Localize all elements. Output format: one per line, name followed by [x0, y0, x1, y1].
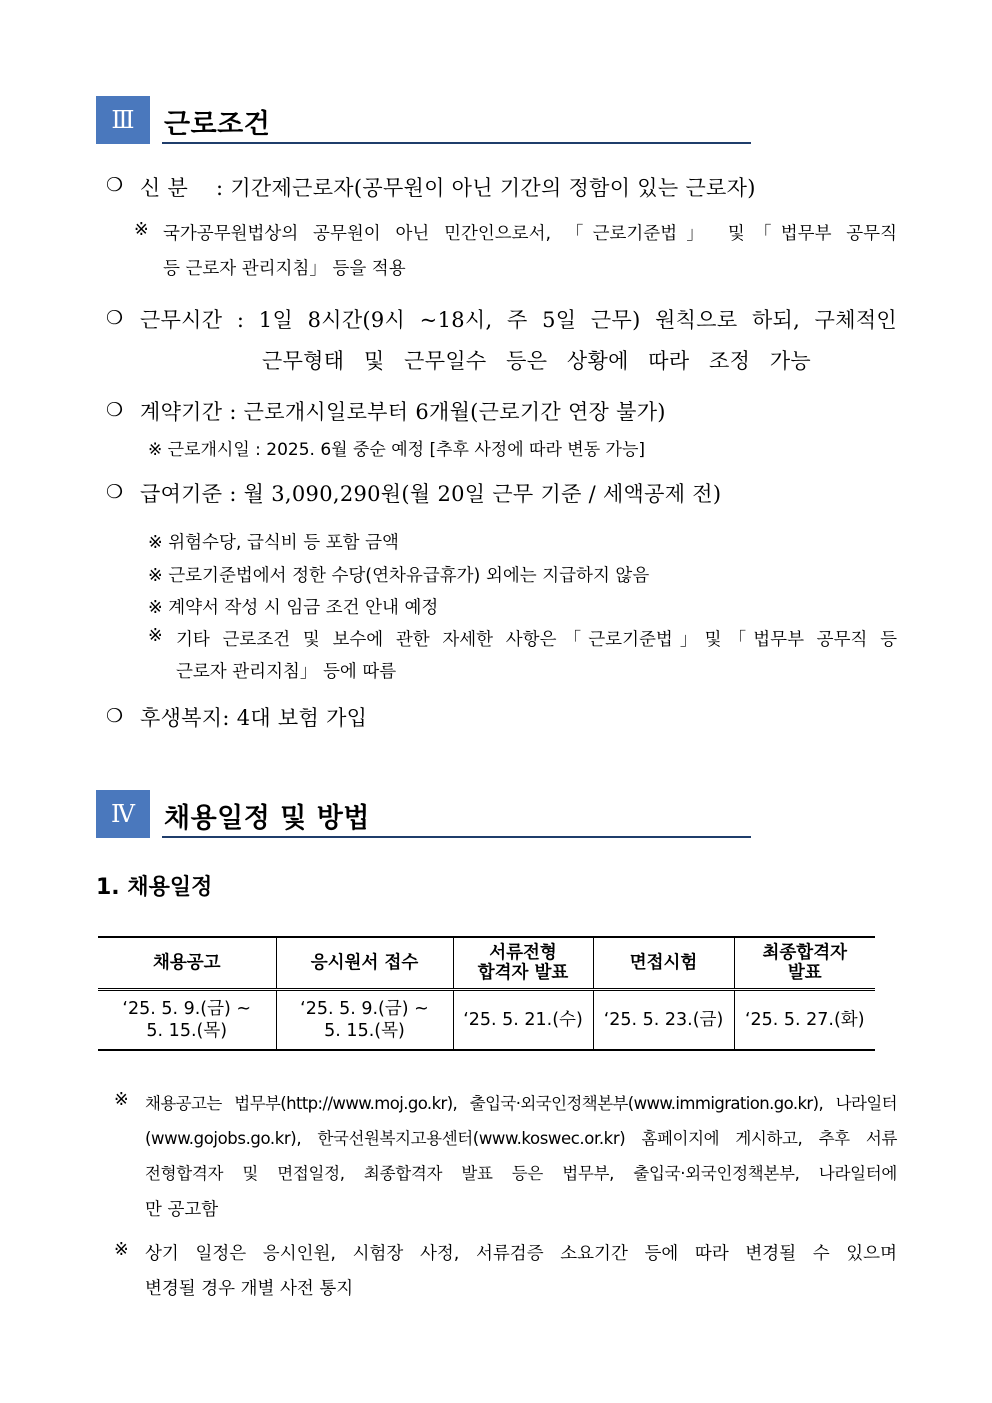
status-note-mark: ※: [134, 220, 149, 240]
cell-interview-date: ‘25. 5. 23.(금): [593, 990, 734, 1051]
status-label: 신 분: [140, 176, 189, 200]
welfare-text: 후생복지: 4대 보험 가입: [140, 706, 368, 730]
header-final-result: 최종합격자 발표: [734, 937, 875, 990]
salary-note-3: ※ 계약서 작성 시 임금 조건 안내 예정: [148, 598, 439, 618]
notice-1-line2: (www.gojobs.go.kr), 한국선원복지고용센터(www.koswec.or.kr) 홈페이지에 게시하고, 추후 서류: [145, 1129, 897, 1148]
hours-line2: 근무형태 및 근무일수 등은 상황에 따라 조정 가능: [262, 349, 811, 373]
header-document-result: 서류전형 합격자 발표: [453, 937, 593, 990]
cell-final-result-date: ‘25. 5. 27.(화): [734, 990, 875, 1051]
notice-2-line1: 상기 일정은 응시인원, 시험장 사정, 서류검증 소요기간 등에 따라 변경될 수 있으며: [145, 1244, 897, 1264]
notice-2-mark: ※: [114, 1240, 129, 1260]
schedule-header-row: [98, 937, 875, 990]
hours-line1: 근무시간 : 1일 8시간(9시 ~18시, 주 5일 근무) 원칙으로 하되, 구체적인: [140, 308, 897, 332]
schedule-table: [98, 936, 875, 1051]
cell-document-result-date: ‘25. 5. 21.(수): [453, 990, 593, 1051]
salary-note-4-line2: 근로자 관리지침」 등에 따름: [176, 662, 397, 682]
header-announcement: 채용공고: [98, 937, 276, 990]
contract-note: ※ 근로개시일 : 2025. 6월 중순 예정 [추후 사정에 따라 변동 가능]: [148, 440, 646, 460]
salary-text: 급여기준 : 월 3,090,290원(월 20일 근무 기준 / 세액공제 전): [140, 482, 722, 506]
salary-note-4-mark: ※: [148, 626, 163, 646]
section-4-title: 채용일정 및 방법: [164, 803, 370, 834]
salary-note-1: ※ 위험수당, 급식비 등 포함 금액: [148, 533, 399, 553]
cell-announcement-date: ‘25. 5. 9.(금) ~ 5. 15.(목): [122, 999, 252, 1041]
section-4-underline: [162, 836, 751, 838]
status-note-line2: 등 근로자 관리지침」 등을 적용: [163, 259, 406, 279]
notice-1-line3: 전형합격자 및 면접일정, 최종합격자 발표 등은 법무부, 출입국·외국인정책본부, 나라일터에: [145, 1164, 897, 1183]
salary-note-2: ※ 근로기준법에서 정한 수당(연차유급휴가) 외에는 지급하지 않음: [148, 566, 650, 586]
section-3-underline: [162, 142, 751, 144]
notice-1-line4: 만 공고함: [145, 1200, 219, 1220]
header-application: 응시원서 접수: [276, 937, 453, 990]
status-note-line1: 국가공무원법상의 공무원이 아닌 민간인으로서, 「근로기준법」 및「법무부 공무직: [163, 224, 897, 244]
schedule-date-row: [98, 990, 875, 1051]
salary-note-4-line1: 기타 근로조건 및 보수에 관한 자세한 사항은「근로기준법」및「법무부 공무직 등: [176, 630, 897, 650]
hours-bullet-icon: ❍: [106, 307, 124, 329]
section-4-header: [96, 790, 751, 838]
contract-text: 계약기간 : 근로개시일로부터 6개월(근로기간 연장 불가): [140, 400, 666, 424]
notice-2-line2: 변경될 경우 개별 사전 통지: [145, 1279, 354, 1299]
status-bullet-icon: ❍: [106, 174, 124, 196]
section-4-number: Ⅳ: [96, 790, 150, 838]
schedule-heading: 1. 채용일정: [96, 875, 213, 900]
section-3-header: [96, 96, 751, 144]
welfare-bullet-icon: ❍: [106, 705, 124, 727]
notice-1-mark: ※: [114, 1090, 129, 1110]
contract-bullet-icon: ❍: [106, 399, 124, 421]
section-3-number: Ⅲ: [96, 96, 150, 144]
section-3-title: 근로조건: [164, 109, 271, 140]
status-text: : 기간제근로자(공무원이 아닌 기간의 정함이 있는 근로자): [216, 176, 756, 200]
header-interview: 면접시험: [593, 937, 734, 990]
cell-application-date: ‘25. 5. 9.(금) ~ 5. 15.(목): [276, 990, 453, 1051]
salary-bullet-icon: ❍: [106, 481, 124, 503]
notice-1-line1: 채용공고는 법무부(http://www.moj.go.kr), 출입국·외국인정책본부(www.immigration.go.kr), 나라일터: [145, 1094, 897, 1113]
